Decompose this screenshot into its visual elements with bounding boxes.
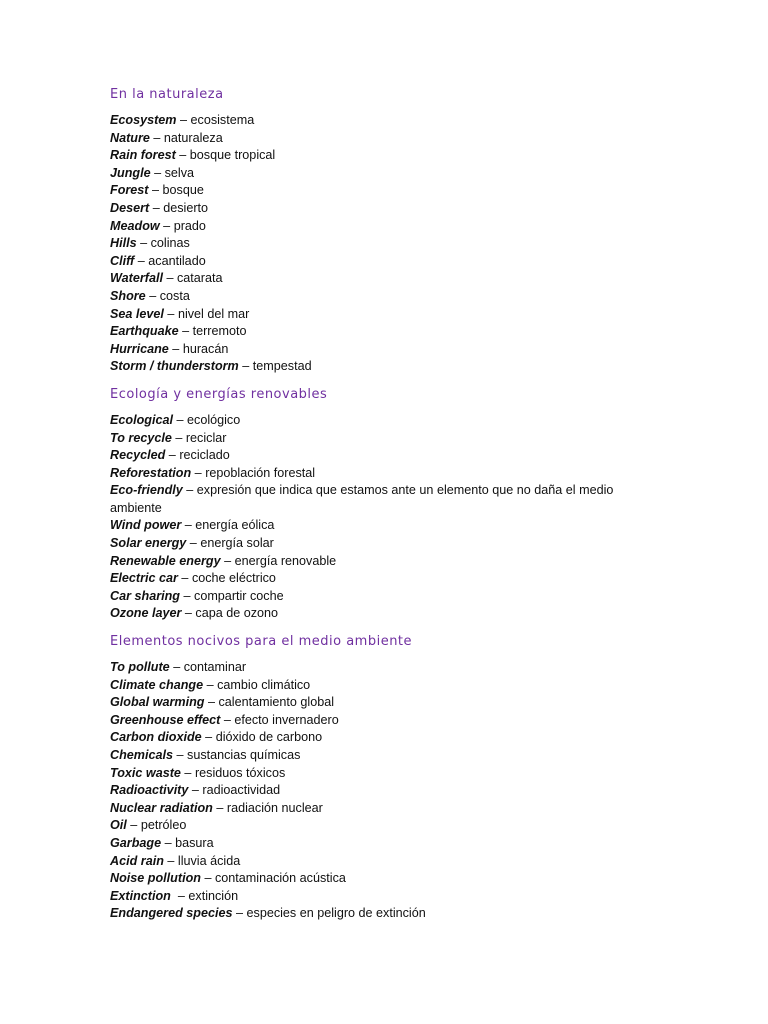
- vocab-term: Hills: [110, 236, 137, 251]
- vocab-item: [110, 517, 650, 535]
- vocab-translation: ecosistema: [190, 113, 255, 127]
- separator: –: [203, 677, 218, 692]
- vocab-item: [110, 712, 650, 730]
- vocab-term: Nuclear radiation: [110, 800, 213, 815]
- vocab-item: [110, 447, 650, 465]
- separator: –: [186, 536, 201, 551]
- vocab-term: Reforestation: [110, 465, 192, 480]
- separator: –: [220, 712, 235, 727]
- separator: –: [180, 765, 195, 780]
- separator: –: [169, 660, 184, 675]
- vocab-term: Sea level: [110, 306, 164, 321]
- vocab-translation: terremoto: [192, 324, 247, 339]
- vocab-term: Nature: [110, 130, 150, 145]
- vocab-item: [110, 200, 650, 218]
- separator: –: [200, 871, 215, 886]
- vocab-item: [110, 694, 650, 712]
- separator: –: [159, 218, 174, 233]
- vocab-term: Radioactivity: [110, 783, 189, 798]
- vocab-term: Ecological: [110, 412, 173, 427]
- section-title: En la naturaleza: [110, 87, 224, 102]
- vocab-term: Earthquake: [110, 324, 179, 339]
- vocab-translation: reciclar: [185, 430, 227, 445]
- separator: –: [173, 748, 188, 762]
- vocab-translation: reciclado: [179, 448, 230, 463]
- vocab-translation: radioactividad: [202, 783, 281, 798]
- vocab-item: [110, 535, 650, 553]
- separator: –: [168, 341, 183, 356]
- vocab-item: [110, 288, 650, 306]
- vocab-translation: prado: [173, 218, 206, 233]
- vocab-list: [110, 659, 650, 923]
- section-naturaleza: [110, 84, 650, 376]
- separator: –: [170, 888, 189, 903]
- vocab-translation: nivel del mar: [177, 306, 250, 321]
- vocab-term: Solar energy: [110, 536, 187, 551]
- vocab-translation: colinas: [150, 236, 190, 251]
- vocab-translation: cambio climático: [217, 677, 311, 692]
- vocab-item: [110, 800, 650, 818]
- vocab-item: [110, 817, 650, 835]
- vocab-item: [110, 465, 650, 483]
- vocab-translation: extinción: [188, 888, 239, 903]
- separator: –: [212, 800, 227, 815]
- vocab-term: Ecosystem: [110, 113, 177, 127]
- vocab-translation: bosque: [162, 183, 204, 198]
- vocab-translation: energía eólica: [195, 518, 275, 533]
- vocab-term: To recycle: [110, 430, 172, 445]
- vocab-term: Meadow: [110, 218, 160, 233]
- separator: –: [175, 148, 190, 163]
- vocab-item: [110, 553, 650, 571]
- vocab-translation: contaminar: [183, 660, 247, 675]
- vocab-translation: energía solar: [200, 536, 274, 551]
- vocab-translation: residuos tóxicos: [194, 765, 286, 780]
- separator: –: [161, 835, 176, 850]
- separator: –: [180, 588, 195, 603]
- vocab-list: [110, 412, 650, 623]
- section-title: Ecología y energías renovables: [110, 386, 328, 402]
- vocab-item: [110, 235, 650, 253]
- vocab-term: Forest: [110, 183, 149, 198]
- vocab-term: Acid rain: [110, 853, 164, 868]
- separator: –: [176, 113, 191, 127]
- vocab-translation: petróleo: [140, 818, 187, 833]
- separator: –: [162, 271, 177, 286]
- vocab-translation: basura: [175, 835, 214, 850]
- vocab-translation: acantilado: [148, 253, 206, 268]
- separator: –: [136, 236, 151, 251]
- vocab-item: [110, 482, 650, 517]
- vocab-translation: ecológico: [187, 412, 241, 427]
- vocab-translation: compartir coche: [194, 588, 284, 603]
- vocab-translation: especies en peligro de extinción: [246, 906, 426, 921]
- separator: –: [232, 906, 247, 921]
- separator: –: [220, 553, 235, 568]
- vocab-item: [110, 782, 650, 800]
- vocab-item: [110, 147, 650, 165]
- vocab-item: [110, 412, 650, 430]
- separator: –: [163, 306, 178, 321]
- vocab-term: Car sharing: [110, 588, 180, 603]
- separator: –: [149, 130, 164, 145]
- vocab-term: Climate change: [110, 677, 204, 692]
- separator: –: [191, 465, 206, 480]
- vocab-item: [110, 253, 650, 271]
- separator: –: [177, 571, 192, 586]
- vocab-item: [110, 835, 650, 853]
- vocab-item: [110, 659, 650, 677]
- vocab-term: Greenhouse effect: [110, 712, 221, 727]
- vocab-term: Extinction: [110, 888, 171, 903]
- vocab-translation: lluvia ácida: [177, 853, 241, 868]
- vocab-term: Noise pollution: [110, 871, 201, 886]
- vocab-item: [110, 677, 650, 695]
- vocab-item: [110, 323, 650, 341]
- vocab-translation: expresión que indica que estamos ante un elemento que no daña el medio ambiente: [110, 483, 614, 515]
- separator: –: [201, 730, 216, 745]
- vocab-term: Renewable energy: [110, 553, 221, 568]
- vocab-term: Eco-friendly: [110, 483, 183, 498]
- vocab-item: [110, 341, 650, 359]
- vocab-term: Endangered species: [110, 906, 233, 921]
- vocab-term: Wind power: [110, 518, 182, 533]
- separator: –: [181, 606, 196, 621]
- vocab-translation: desierto: [163, 200, 209, 215]
- separator: –: [149, 200, 164, 215]
- document-page: [110, 84, 650, 923]
- vocab-item: [110, 570, 650, 588]
- vocab-term: Hurricane: [110, 341, 169, 356]
- vocab-term: Global warming: [110, 695, 205, 710]
- vocab-item: [110, 888, 650, 906]
- separator: –: [165, 448, 180, 463]
- vocab-translation: huracán: [182, 341, 229, 356]
- vocab-translation: selva: [164, 165, 195, 180]
- vocab-translation: bosque tropical: [189, 148, 276, 163]
- vocab-item: [110, 306, 650, 324]
- separator: –: [126, 818, 141, 833]
- vocab-item: [110, 165, 650, 183]
- vocab-translation: tempestad: [252, 359, 312, 374]
- vocab-term: Recycled: [110, 448, 166, 463]
- vocab-translation: capa de ozono: [195, 606, 279, 621]
- separator: –: [238, 359, 253, 374]
- separator: –: [145, 288, 160, 303]
- vocab-item: [110, 765, 650, 783]
- separator: –: [178, 324, 193, 339]
- separator: –: [163, 853, 178, 868]
- vocab-translation: energía renovable: [234, 553, 337, 568]
- separator: –: [150, 165, 165, 180]
- separator: –: [134, 253, 149, 268]
- vocab-item: [110, 905, 650, 923]
- vocab-term: Desert: [110, 200, 150, 215]
- vocab-translation: catarata: [176, 271, 223, 286]
- vocab-term: Storm / thunderstorm: [110, 359, 239, 374]
- separator: –: [171, 430, 186, 445]
- section-title: Elementos nocivos para el medio ambiente: [110, 634, 413, 650]
- vocab-term: Oil: [110, 818, 127, 833]
- vocab-term: Ozone layer: [110, 606, 182, 621]
- vocab-translation: sustancias químicas: [187, 748, 301, 762]
- vocab-term: Chemicals: [110, 748, 173, 762]
- vocab-term: Electric car: [110, 571, 178, 586]
- vocab-term: Toxic waste: [110, 765, 181, 780]
- vocab-translation: coche eléctrico: [191, 571, 276, 586]
- section-ecologia: [110, 384, 650, 623]
- vocab-item: [110, 588, 650, 606]
- vocab-translation: efecto invernadero: [234, 712, 339, 727]
- vocab-translation: repoblación forestal: [205, 465, 316, 480]
- vocab-term: Garbage: [110, 835, 162, 850]
- vocab-item: [110, 747, 650, 765]
- vocab-list: [110, 112, 650, 376]
- vocab-item: [110, 182, 650, 200]
- vocab-term: Cliff: [110, 253, 135, 268]
- separator: –: [182, 483, 197, 498]
- separator: –: [173, 412, 188, 427]
- vocab-term: Carbon dioxide: [110, 730, 202, 745]
- vocab-term: Jungle: [110, 165, 151, 180]
- vocab-translation: naturaleza: [163, 130, 223, 145]
- separator: –: [188, 783, 203, 798]
- vocab-item: [110, 853, 650, 871]
- separator: –: [148, 183, 163, 198]
- vocab-translation: contaminación acústica: [214, 871, 346, 886]
- vocab-item: [110, 270, 650, 288]
- vocab-term: Shore: [110, 288, 146, 303]
- vocab-item: [110, 430, 650, 448]
- vocab-translation: costa: [159, 288, 190, 303]
- vocab-item: [110, 218, 650, 236]
- vocab-translation: radiación nuclear: [226, 800, 323, 815]
- section-nocivos: [110, 631, 650, 923]
- separator: –: [181, 518, 196, 533]
- vocab-item: [110, 358, 650, 376]
- vocab-item: [110, 870, 650, 888]
- vocab-translation: dióxido de carbono: [215, 730, 323, 745]
- separator: –: [204, 695, 219, 710]
- vocab-item: [110, 729, 650, 747]
- vocab-term: To pollute: [110, 660, 170, 675]
- vocab-item: [110, 130, 650, 148]
- vocab-term: Waterfall: [110, 271, 163, 286]
- vocab-translation: calentamiento global: [218, 695, 335, 710]
- vocab-term: Rain forest: [110, 148, 176, 163]
- vocab-item: [110, 605, 650, 623]
- vocab-item: [110, 112, 650, 130]
